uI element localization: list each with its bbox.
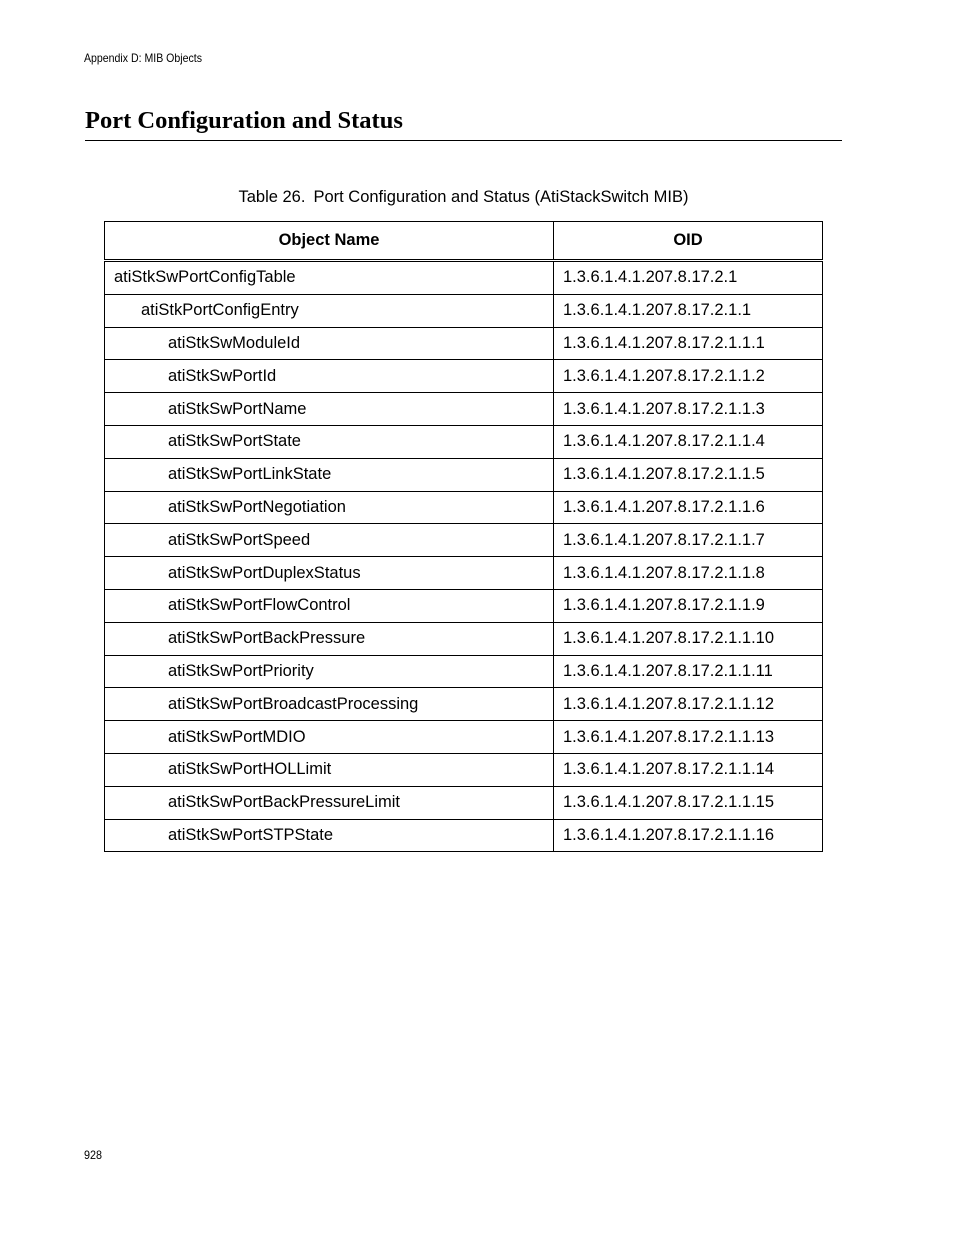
page-number: 928 bbox=[84, 1148, 103, 1162]
table-caption-number: Table 26. bbox=[238, 188, 306, 206]
running-header: Appendix D: MIB Objects bbox=[84, 51, 202, 65]
object-name-cell: atiStkSwPortNegotiation bbox=[105, 491, 554, 524]
object-name-cell: atiStkSwPortPriority bbox=[105, 655, 554, 688]
oid-cell: 1.3.6.1.4.1.207.8.17.2.1.1.12 bbox=[554, 688, 823, 721]
oid-cell: 1.3.6.1.4.1.207.8.17.2.1.1.13 bbox=[554, 721, 823, 754]
oid-cell: 1.3.6.1.4.1.207.8.17.2.1.1.1 bbox=[554, 327, 823, 360]
object-name-cell: atiStkSwPortId bbox=[105, 360, 554, 393]
column-header-object-name: Object Name bbox=[105, 222, 554, 261]
object-name-cell: atiStkSwPortBroadcastProcessing bbox=[105, 688, 554, 721]
oid-cell: 1.3.6.1.4.1.207.8.17.2.1.1 bbox=[554, 294, 823, 327]
table-row bbox=[105, 655, 823, 688]
oid-cell: 1.3.6.1.4.1.207.8.17.2.1.1.10 bbox=[554, 622, 823, 655]
oid-cell: 1.3.6.1.4.1.207.8.17.2.1.1.3 bbox=[554, 393, 823, 426]
object-name-cell: atiStkSwPortState bbox=[105, 425, 554, 458]
object-name-cell: atiStkSwPortSpeed bbox=[105, 524, 554, 557]
table-header-row bbox=[105, 222, 823, 261]
table-row bbox=[105, 589, 823, 622]
table-row bbox=[105, 327, 823, 360]
oid-cell: 1.3.6.1.4.1.207.8.17.2.1 bbox=[554, 261, 823, 295]
table-body bbox=[105, 261, 823, 852]
table-row bbox=[105, 557, 823, 590]
table-caption bbox=[104, 188, 823, 207]
oid-cell: 1.3.6.1.4.1.207.8.17.2.1.1.8 bbox=[554, 557, 823, 590]
oid-cell: 1.3.6.1.4.1.207.8.17.2.1.1.5 bbox=[554, 458, 823, 491]
object-name-cell: atiStkSwPortFlowControl bbox=[105, 589, 554, 622]
table-row bbox=[105, 458, 823, 491]
object-name-cell: atiStkSwPortLinkState bbox=[105, 458, 554, 491]
table-row bbox=[105, 721, 823, 754]
column-header-oid: OID bbox=[554, 222, 823, 261]
mib-object-table bbox=[104, 221, 823, 852]
object-name-cell: atiStkSwPortName bbox=[105, 393, 554, 426]
object-name-cell: atiStkSwPortBackPressure bbox=[105, 622, 554, 655]
object-name-cell: atiStkSwPortConfigTable bbox=[105, 261, 554, 295]
object-name-cell: atiStkSwPortBackPressureLimit bbox=[105, 786, 554, 819]
object-name-cell: atiStkSwModuleId bbox=[105, 327, 554, 360]
oid-cell: 1.3.6.1.4.1.207.8.17.2.1.1.15 bbox=[554, 786, 823, 819]
table-row bbox=[105, 491, 823, 524]
table-row bbox=[105, 688, 823, 721]
object-name-cell: atiStkSwPortDuplexStatus bbox=[105, 557, 554, 590]
oid-cell: 1.3.6.1.4.1.207.8.17.2.1.1.14 bbox=[554, 753, 823, 786]
section-title: Port Configuration and Status bbox=[85, 107, 403, 134]
oid-cell: 1.3.6.1.4.1.207.8.17.2.1.1.9 bbox=[554, 589, 823, 622]
oid-cell: 1.3.6.1.4.1.207.8.17.2.1.1.4 bbox=[554, 425, 823, 458]
object-name-cell: atiStkPortConfigEntry bbox=[105, 294, 554, 327]
table-row bbox=[105, 393, 823, 426]
table-caption-text: Port Configuration and Status (AtiStackSwitch MIB) bbox=[313, 188, 689, 206]
oid-cell: 1.3.6.1.4.1.207.8.17.2.1.1.6 bbox=[554, 491, 823, 524]
table-row bbox=[105, 753, 823, 786]
oid-cell: 1.3.6.1.4.1.207.8.17.2.1.1.7 bbox=[554, 524, 823, 557]
object-name-cell: atiStkSwPortMDIO bbox=[105, 721, 554, 754]
table-row bbox=[105, 261, 823, 295]
oid-cell: 1.3.6.1.4.1.207.8.17.2.1.1.16 bbox=[554, 819, 823, 852]
oid-cell: 1.3.6.1.4.1.207.8.17.2.1.1.11 bbox=[554, 655, 823, 688]
table-row bbox=[105, 524, 823, 557]
table-row bbox=[105, 294, 823, 327]
table-row bbox=[105, 425, 823, 458]
title-rule bbox=[85, 140, 842, 141]
object-name-cell: atiStkSwPortSTPState bbox=[105, 819, 554, 852]
table-row bbox=[105, 786, 823, 819]
table-row bbox=[105, 819, 823, 852]
oid-cell: 1.3.6.1.4.1.207.8.17.2.1.1.2 bbox=[554, 360, 823, 393]
table-row bbox=[105, 360, 823, 393]
table-row bbox=[105, 622, 823, 655]
object-name-cell: atiStkSwPortHOLLimit bbox=[105, 753, 554, 786]
